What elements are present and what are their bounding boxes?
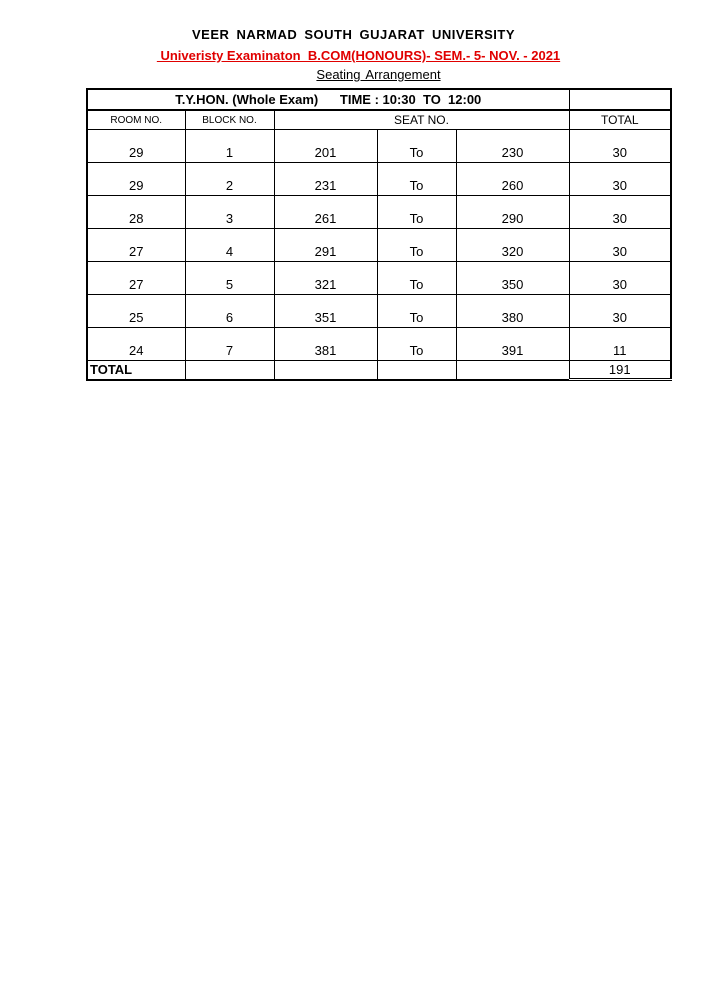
seating-table: [86, 88, 672, 381]
table-row: [87, 328, 671, 361]
seat-from-cell: 261: [274, 196, 377, 229]
seat-to-cell: To: [377, 295, 456, 328]
seat-from-cell: 351: [274, 295, 377, 328]
seat-until-cell: 320: [456, 229, 569, 262]
room-cell: 29: [87, 163, 185, 196]
column-header-row: [87, 110, 671, 130]
table-row: [87, 196, 671, 229]
total-blank-cell: [456, 361, 569, 380]
seat-from-cell: 231: [274, 163, 377, 196]
block-cell: 4: [185, 229, 274, 262]
table-row: [87, 130, 671, 163]
block-cell: 5: [185, 262, 274, 295]
seat-until-cell: 290: [456, 196, 569, 229]
col-header-total: TOTAL: [569, 110, 671, 130]
seat-until-cell: 391: [456, 328, 569, 361]
seat-to-cell: To: [377, 196, 456, 229]
block-cell: 7: [185, 328, 274, 361]
room-cell: 27: [87, 262, 185, 295]
table-body: [87, 130, 671, 361]
row-total-cell: 30: [569, 196, 671, 229]
block-cell: 3: [185, 196, 274, 229]
table-total-row: [87, 361, 671, 380]
room-cell: 27: [87, 229, 185, 262]
col-header-block: BLOCK NO.: [185, 110, 274, 130]
total-blank-cell: [274, 361, 377, 380]
block-cell: 2: [185, 163, 274, 196]
table-row: [87, 295, 671, 328]
seat-to-cell: To: [377, 328, 456, 361]
total-blank-cell: [377, 361, 456, 380]
row-total-cell: 30: [569, 262, 671, 295]
exam-subtitle: Univeristy Examinaton B.COM(HONOURS)- SEM.- 5- NOV. - 2021: [156, 48, 561, 63]
grand-total-value: 191: [569, 361, 671, 380]
room-cell: 24: [87, 328, 185, 361]
seat-to-cell: To: [377, 130, 456, 163]
room-cell: 28: [87, 196, 185, 229]
room-cell: 29: [87, 130, 185, 163]
seat-until-cell: 260: [456, 163, 569, 196]
row-total-cell: 30: [569, 163, 671, 196]
table-title-row: [87, 89, 671, 110]
table-row: [87, 262, 671, 295]
seat-until-cell: 230: [456, 130, 569, 163]
seat-to-cell: To: [377, 262, 456, 295]
col-header-seat: SEAT NO.: [274, 110, 569, 130]
university-title: VEER NARMAD SOUTH GUJARAT UNIVERSITY: [191, 27, 515, 42]
seat-from-cell: 291: [274, 229, 377, 262]
seat-to-cell: To: [377, 229, 456, 262]
table-title-blank: [569, 89, 671, 110]
seat-from-cell: 321: [274, 262, 377, 295]
row-total-cell: 11: [569, 328, 671, 361]
row-total-cell: 30: [569, 229, 671, 262]
table-row: [87, 163, 671, 196]
row-total-cell: 30: [569, 295, 671, 328]
table-title: T.Y.HON. (Whole Exam) TIME : 10:30 TO 12:00: [87, 89, 569, 110]
block-cell: 6: [185, 295, 274, 328]
section-heading: Seating Arrangement: [316, 67, 441, 82]
seat-from-cell: 201: [274, 130, 377, 163]
table-row: [87, 229, 671, 262]
row-total-cell: 30: [569, 130, 671, 163]
total-label: TOTAL: [87, 361, 185, 380]
block-cell: 1: [185, 130, 274, 163]
seat-until-cell: 350: [456, 262, 569, 295]
room-cell: 25: [87, 295, 185, 328]
col-header-room: ROOM NO.: [87, 110, 185, 130]
seat-until-cell: 380: [456, 295, 569, 328]
total-blank-cell: [185, 361, 274, 380]
seat-from-cell: 381: [274, 328, 377, 361]
seat-to-cell: To: [377, 163, 456, 196]
